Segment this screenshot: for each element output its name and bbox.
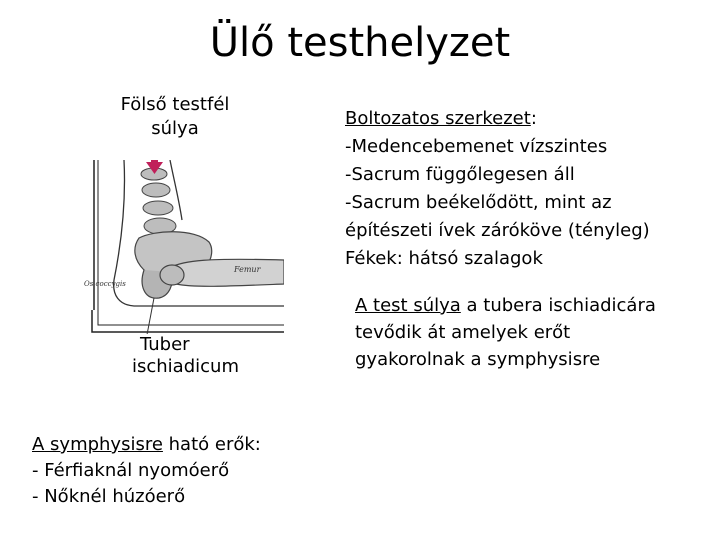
forces-item: - Férfiaknál nyomóerő — [32, 460, 230, 481]
weight-line1-rest: a tubera ischiadicára — [460, 295, 656, 316]
forces-heading-rest: ható erők: — [162, 434, 261, 455]
pelvis-sitting-illustration — [84, 160, 284, 345]
vault-line: -Sacrum beékelődött, mint az — [345, 192, 612, 213]
tuber-label-line1: Tuber — [140, 334, 190, 355]
forces-underlined: A symphysisre — [32, 434, 163, 455]
vault-structure-text — [345, 105, 695, 273]
weight-underlined: A test súlya — [355, 295, 461, 316]
weight-line3: gyakorolnak a symphysisre — [355, 349, 601, 370]
tuber-ischiadicum-label — [132, 334, 262, 378]
vault-heading-underlined: Boltozatos szerkezet — [345, 108, 531, 129]
upper-body-weight-label — [95, 93, 255, 141]
forces-item: - Nőknél húzóerő — [32, 486, 186, 507]
forces-heading — [32, 432, 332, 458]
upper-label-line2: súlya — [151, 118, 199, 139]
vault-line: építészeti ívek záróköve (tényleg) — [345, 220, 650, 241]
vault-line: Fékek: hátsó szalagok — [345, 248, 543, 269]
vault-heading-colon: : — [530, 108, 537, 129]
tuber-label-line2: ischiadicum — [132, 356, 239, 377]
weight-line1 — [355, 292, 705, 319]
coccyx-label: Os coccygis — [84, 280, 126, 288]
vault-heading — [345, 105, 695, 133]
symphysis-forces-text — [32, 432, 332, 510]
slide-title: Ülő testhelyzet — [209, 20, 511, 66]
femur-label: Femur — [234, 265, 261, 274]
weight-line2: tevődik át amelyek erőt — [355, 322, 571, 343]
vault-line: -Sacrum függőlegesen áll — [345, 164, 575, 185]
body-weight-text — [355, 292, 705, 373]
vault-line: -Medencebemenet vízszintes — [345, 136, 608, 157]
upper-label-line1: Fölső testfél — [120, 94, 230, 115]
